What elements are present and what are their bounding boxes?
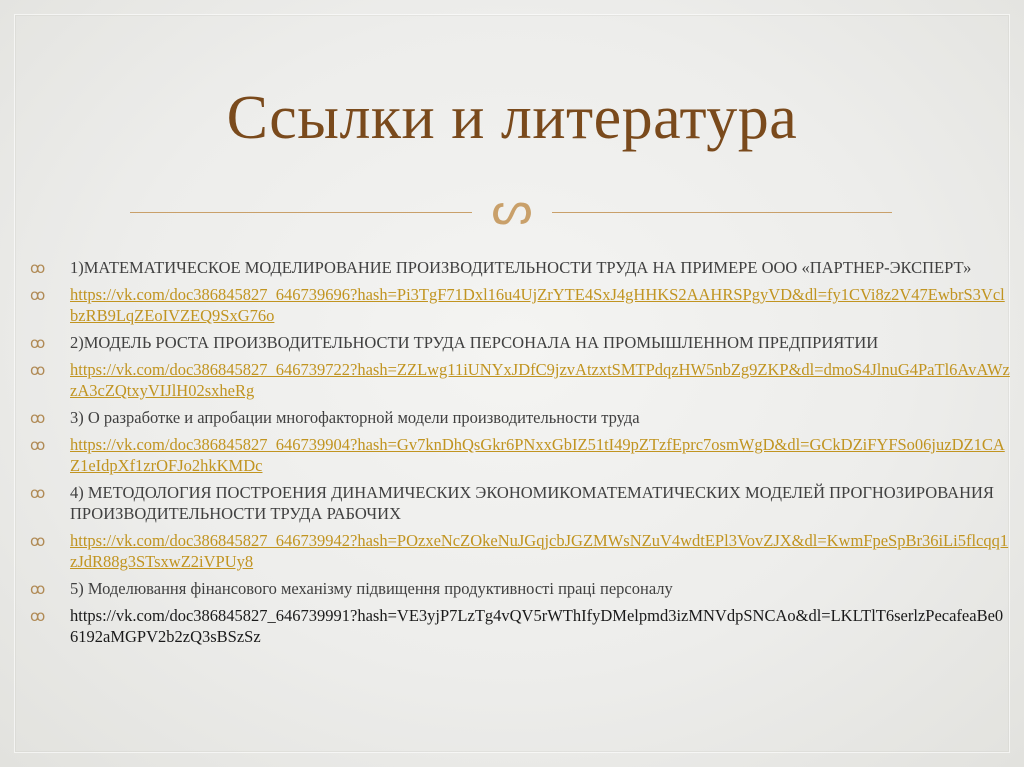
curl-bullet-icon: ꝏ — [30, 580, 46, 598]
reference-link[interactable]: https://vk.com/doc386845827_646739722?hash=ZZLwg11iUNYxJDfC9jzvAtzxtSMTPdqzHW5nbZg9ZKP&dl=dmoS4JlnuG4PaTl6AvAWzzA3cZQtxyVIJlH02sxheRg — [70, 360, 1010, 400]
reference-url-text: https://vk.com/doc386845827_646739991?hash=VE3yjP7LzTg4vQV5rWThIfyDMelpmd3izMNVdpSNCAo&dl=LKLTlT6serlzPecafeaBe06192aMGPV2b2zQ3sBSzSz — [70, 606, 1004, 646]
curl-bullet-icon: ꝏ — [30, 334, 46, 352]
curl-bullet-icon: ꝏ — [30, 484, 46, 502]
reference-title: 2)МОДЕЛЬ РОСТА ПРОИЗВОДИТЕЛЬНОСТИ ТРУДА ПЕРСОНАЛА НА ПРОМЫШЛЕННОМ ПРЕДПРИЯТИИ — [70, 333, 879, 352]
reference-title: 1)МАТЕМАТИЧЕСКОЕ МОДЕЛИРОВАНИЕ ПРОИЗВОДИТЕЛЬНОСТИ ТРУДА НА ПРИМЕРЕ ООО «ПАРТНЕР-ЭКСПЕРТ» — [70, 258, 972, 277]
list-item — [30, 605, 1010, 647]
list-item — [30, 284, 1010, 326]
list-item — [30, 434, 1010, 476]
curl-ornament-icon: ᔕ — [491, 181, 533, 235]
reference-link[interactable]: https://vk.com/doc386845827_646739904?hash=Gv7knDhQsGkr6PNxxGbIZ51tI49pZTzfEprc7osmWgD&dl=GCkDZiFYFSo06juzDZ1CAZ1eIdpXf1zrOFJo2hkKMDc — [70, 435, 1005, 475]
reference-title: 5) Моделювання фінансового механізму підвищення продуктивності праці персоналу — [70, 579, 673, 598]
curl-bullet-icon: ꝏ — [30, 532, 46, 550]
curl-bullet-icon: ꝏ — [30, 286, 46, 304]
list-item — [30, 257, 1010, 278]
list-item — [30, 530, 1010, 572]
curl-bullet-icon: ꝏ — [30, 259, 46, 277]
list-item — [30, 359, 1010, 401]
title-divider-right — [552, 212, 892, 213]
list-item — [30, 332, 1010, 353]
list-item — [30, 482, 1010, 524]
curl-bullet-icon: ꝏ — [30, 409, 46, 427]
curl-bullet-icon: ꝏ — [30, 607, 46, 625]
reference-link[interactable]: https://vk.com/doc386845827_646739696?hash=Pi3TgF71Dxl16u4UjZrYTE4SxJ4gHHKS2AAHRSPgyVD&dl=fy1CVi8z2V47EwbrS3VclbzRB9LqZEoIVZEQ9SxG76o — [70, 285, 1005, 325]
list-item — [30, 578, 1010, 599]
curl-bullet-icon: ꝏ — [30, 361, 46, 379]
reference-title: 4) МЕТОДОЛОГИЯ ПОСТРОЕНИЯ ДИНАМИЧЕСКИХ ЭКОНОМИКОМАТЕМАТИЧЕСКИХ МОДЕЛЕЙ ПРОГНОЗИРОВАНИЯ ПРОИЗВОДИТЕЛЬНОСТИ ТРУДА РАБОЧИХ — [70, 483, 994, 523]
list-item — [30, 407, 1010, 428]
reference-title: 3) О разработке и апробации многофакторной модели производительности труда — [70, 408, 640, 427]
reference-link[interactable]: https://vk.com/doc386845827_646739942?hash=POzxeNcZOkeNuJGqjcbJGZMWsNZuV4wdtEPl3VovZJX&dl=KwmFpeSpBr36iLi5flcqq1zJdR88g3STsxwZ2iVPUy8 — [70, 531, 1009, 571]
reference-list — [30, 257, 1010, 653]
curl-bullet-icon: ꝏ — [30, 436, 46, 454]
slide-title: Ссылки и литература — [226, 84, 798, 152]
title-divider-left — [130, 212, 472, 213]
